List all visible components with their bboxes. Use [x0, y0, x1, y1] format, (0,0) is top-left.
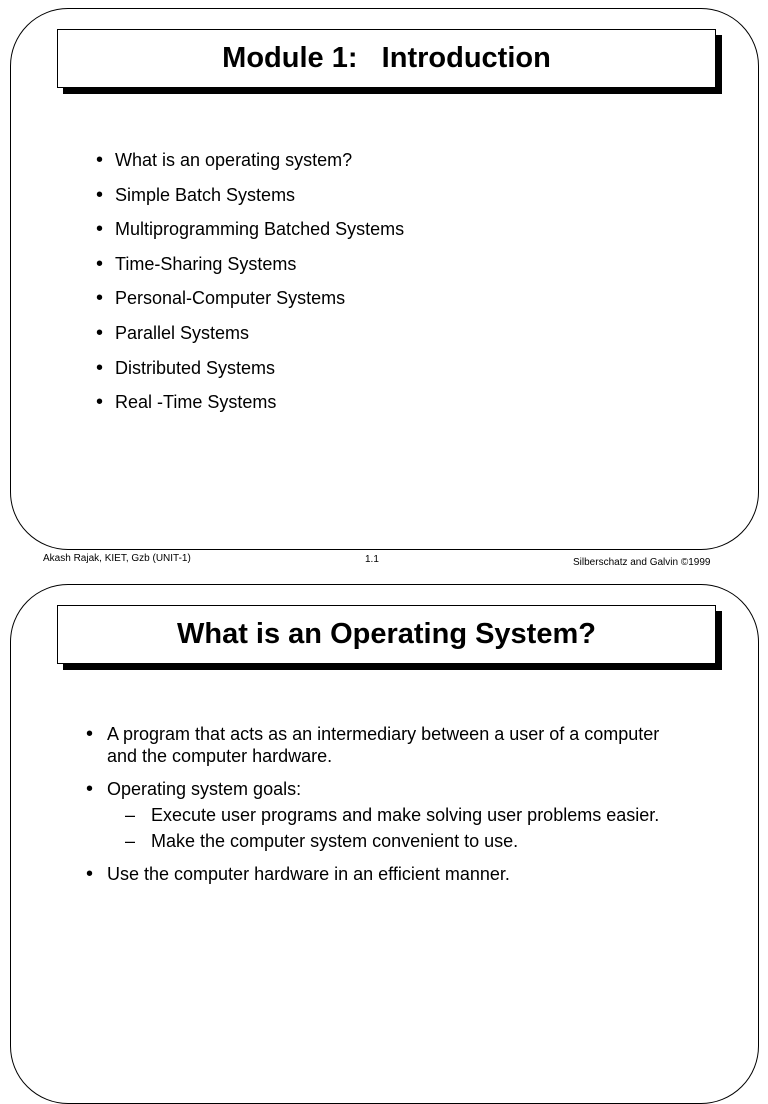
bullet-text: Distributed Systems — [115, 357, 276, 378]
bullet-icon: • — [96, 149, 104, 171]
footer-page-number: 1.1 — [365, 554, 379, 565]
slide-2-title — [57, 605, 716, 664]
bullet-icon: • — [96, 356, 104, 379]
list-item — [96, 287, 404, 322]
sub-item-text: Make the computer system convenient to use. — [151, 831, 519, 851]
sub-item-text: Execute user programs and make solving user problems easier. — [151, 805, 660, 825]
bullet-icon: • — [96, 218, 104, 241]
list-item — [96, 183, 404, 219]
list-item — [96, 149, 404, 184]
bullet-icon: • — [96, 321, 104, 344]
footer-author: Akash Rajak, KIET, Gzb (UNIT-1) — [43, 553, 191, 564]
dash-icon: – — [125, 831, 136, 851]
bullet-text: Simple Batch Systems — [115, 184, 296, 205]
list-item — [96, 252, 404, 288]
list-item — [96, 321, 404, 357]
sub-list-item — [125, 804, 667, 826]
sub-list — [107, 804, 667, 852]
bullet-icon: • — [86, 778, 94, 800]
bullet-icon: • — [96, 391, 104, 414]
bullet-icon: • — [86, 863, 94, 885]
list-item — [96, 356, 404, 392]
slide-1-title-text: Module 1: Introduction — [222, 42, 551, 74]
list-item — [86, 723, 667, 767]
list-item — [86, 863, 667, 885]
bullet-text: What is an operating system? — [115, 150, 353, 170]
bullet-icon: • — [86, 723, 94, 745]
bullet-icon: • — [96, 287, 104, 310]
bullet-icon: • — [96, 183, 104, 206]
slide-2-bullet-list — [86, 723, 667, 896]
slide-2-title-text: What is an Operating System? — [177, 618, 596, 650]
bullet-text: Multiprogramming Batched Systems — [115, 219, 405, 240]
bullet-text: Personal-Computer Systems — [115, 288, 346, 309]
list-item — [86, 778, 667, 852]
bullet-text: Use the computer hardware in an efficient manner. — [107, 864, 510, 884]
dash-icon: – — [125, 805, 136, 825]
footer-copyright: Silberschatz and Galvin ©1999 — [573, 557, 711, 568]
list-item — [96, 218, 405, 253]
bullet-text: A program that acts as an intermediary between a user of a computer and the computer hardware. — [107, 724, 660, 766]
bullet-icon: • — [96, 252, 104, 275]
list-item — [96, 391, 404, 426]
bullet-text: Operating system goals: — [107, 779, 302, 799]
bullet-text: Parallel Systems — [115, 322, 250, 343]
slide-1-title — [57, 29, 716, 88]
bullet-text: Time-Sharing Systems — [115, 253, 297, 274]
slide-1-bullet-list — [96, 149, 405, 426]
sub-list-item — [125, 830, 667, 852]
bullet-text: Real -Time Systems — [115, 392, 277, 413]
